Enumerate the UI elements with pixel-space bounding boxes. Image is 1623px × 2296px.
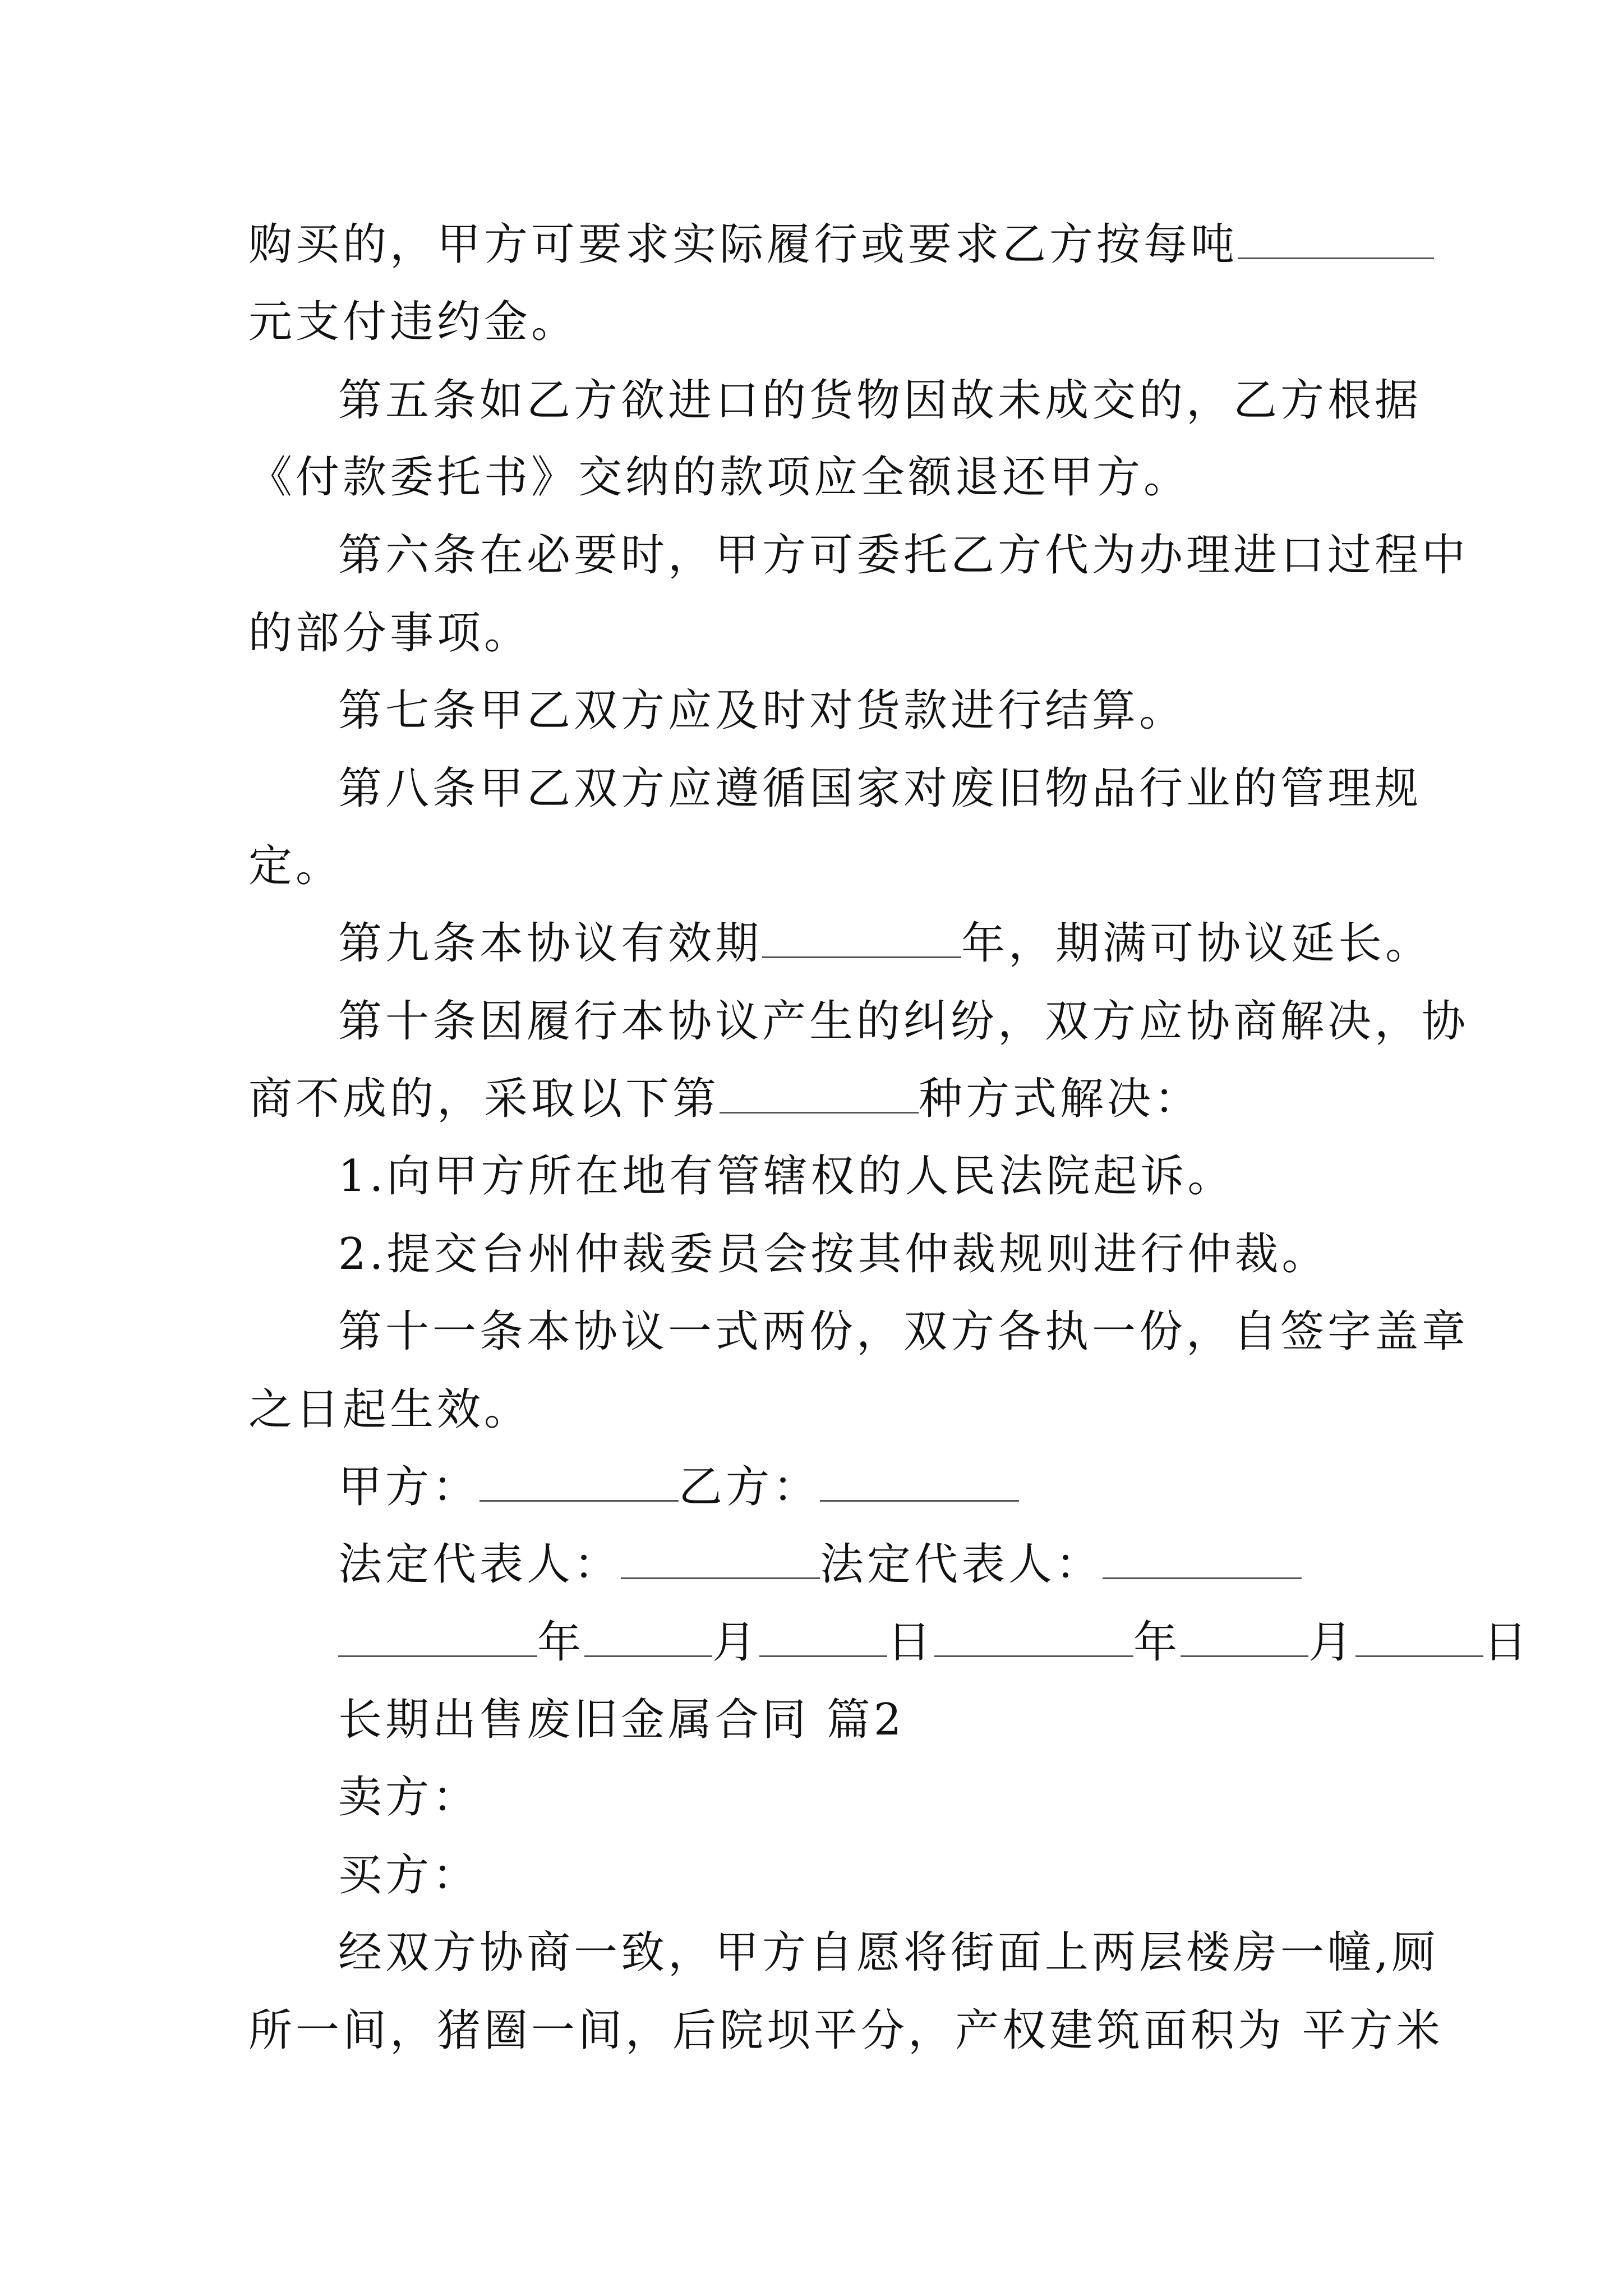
month-label: 月: [1308, 1617, 1356, 1668]
seller-line: [338, 1752, 1387, 1842]
representative-a-label: 法定代表人：: [338, 1539, 621, 1590]
text-segment: 第十一条本协议一式两份，双方各执一份，自签字盖章: [338, 1306, 1469, 1357]
text-segment: 第七条甲乙双方应及时对货款进行结算。: [338, 685, 1187, 736]
day-label: 日: [887, 1617, 935, 1668]
text-line-12: [248, 1054, 1387, 1144]
month-label: 月: [712, 1617, 760, 1668]
text-segment: 《付款委托书》交纳的款项应全额退还甲方。: [248, 452, 1191, 503]
clause-11: [338, 1287, 1469, 1377]
section-title: [338, 1675, 1387, 1765]
text-segment: 第六条在必要时，甲方可委托乙方代为办理进口过程中: [338, 530, 1469, 581]
option-1: [338, 1131, 1387, 1221]
year-label: 年: [537, 1617, 585, 1668]
party-a-label: 甲方：: [338, 1462, 480, 1512]
text-segment: 买方：: [338, 1850, 480, 1901]
date-line: [338, 1598, 1531, 1687]
text-segment: 购买的，甲方可要求实际履行或要求乙方按每吨: [248, 219, 1238, 270]
text-segment: 第九条本协议有效期: [338, 918, 763, 969]
year-label: 年: [1133, 1617, 1181, 1668]
fill-blank: [762, 921, 961, 958]
party-b-label: 乙方：: [679, 1462, 820, 1512]
clause-9: [338, 899, 1433, 988]
fill-blank: [338, 1619, 537, 1657]
text-segment: 长期出售废旧金属合同 篇2: [338, 1695, 905, 1745]
fill-blank: [934, 1619, 1133, 1657]
text-segment: 商不成的，采取以下第: [248, 1074, 720, 1124]
body-line-2: [248, 1986, 1444, 2076]
text-segment: 的部分事项。: [248, 608, 532, 659]
text-segment: 所一间，猪圈一间，后院坝平分，产权建筑面积为 平方米: [248, 2005, 1444, 2056]
fill-blank: [479, 1464, 679, 1502]
fill-blank: [720, 1076, 919, 1114]
fill-blank: [759, 1619, 887, 1657]
text-line-9: [248, 821, 1387, 911]
text-line-1: [248, 200, 1387, 289]
text-segment: 2.提交台州仲裁委员会按其仲裁规则进行仲裁。: [338, 1229, 1329, 1280]
text-segment: 卖方：: [338, 1772, 480, 1823]
fill-blank: [820, 1464, 1019, 1502]
text-line-2: [248, 277, 1387, 367]
fill-blank: [621, 1542, 820, 1579]
text-line-16: [248, 1365, 1387, 1455]
clause-6: [338, 510, 1469, 600]
text-segment: 元支付违约金。: [248, 297, 579, 347]
representative-b-label: 法定代表人：: [820, 1539, 1103, 1590]
text-segment: 第五条如乙方欲进口的货物因故未成交的，乙方根据: [338, 375, 1422, 426]
fill-blank: [1181, 1619, 1308, 1657]
text-line-4: [248, 432, 1387, 522]
text-segment: 之日起生效。: [248, 1384, 532, 1435]
text-segment: 1.向甲方所在地有管辖权的人民法院起诉。: [338, 1151, 1235, 1202]
buyer-line: [338, 1830, 1387, 1920]
text-segment: 定。: [248, 841, 343, 891]
clause-10: [338, 977, 1469, 1066]
clause-8: [338, 744, 1422, 834]
body-line-1: [338, 1908, 1439, 1998]
fill-blank: [584, 1619, 712, 1657]
fill-blank: [1238, 222, 1434, 259]
party-line: [338, 1442, 1387, 1532]
day-label: 日: [1483, 1617, 1531, 1668]
text-line-6: [248, 588, 1387, 678]
text-segment: 经双方协商一致，甲方自愿将街面上两层楼房一幢,厕: [338, 1927, 1439, 1978]
clause-5: [338, 356, 1422, 445]
fill-blank: [1355, 1619, 1483, 1657]
clause-7: [338, 666, 1387, 756]
text-segment: 第十条因履行本协议产生的纠纷，双方应协商解决，协: [338, 996, 1469, 1047]
option-2: [338, 1209, 1387, 1299]
fill-blank: [1103, 1542, 1302, 1579]
text-segment: 种方式解决：: [919, 1074, 1202, 1124]
text-segment: 年，期满可协议延长。: [961, 918, 1433, 969]
representative-line: [338, 1520, 1387, 1609]
text-segment: 第八条甲乙双方应遵循国家对废旧物品行业的管理规: [338, 763, 1422, 814]
